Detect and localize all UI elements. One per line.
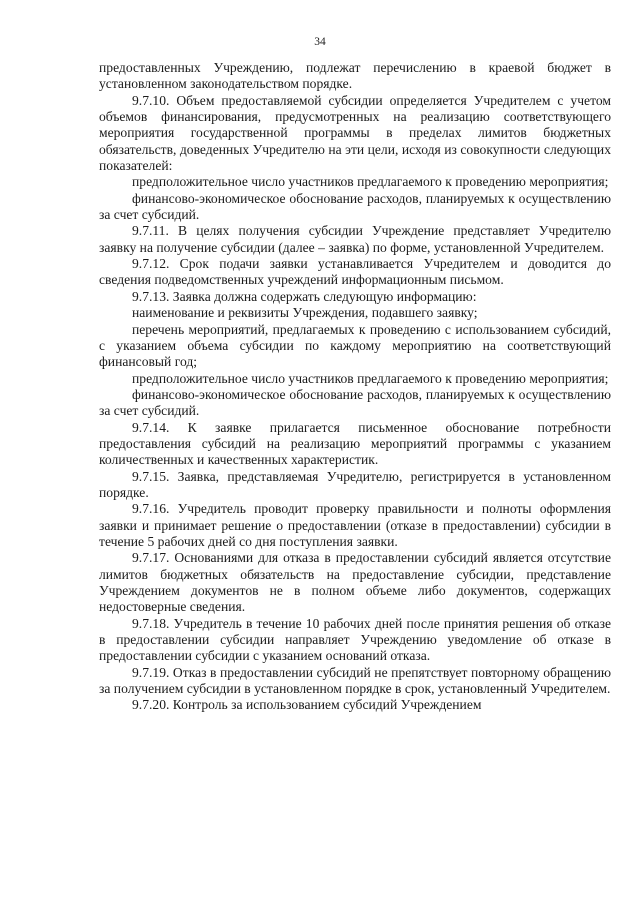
paragraph-9-7-13: 9.7.13. Заявка должна содержать следующую информацию:	[132, 288, 477, 304]
page-number: 34	[314, 36, 326, 48]
paragraph-9-7-15: 9.7.15. Заявка, представляемая Учредителю, регистрируется в установленном порядке.	[99, 468, 611, 500]
paragraph-9-7-10: 9.7.10. Объем предоставляемой субсидии определяется Учредителем с учетом объемов финансирования, предусмотренных на реализацию соответствующего мероприятия государственной программы в пределах лимитов бюджетных обязательств, доведенных Учредителю на эти цели, исходя из совокупности следующих показателей:	[99, 92, 611, 174]
list-item-financial-justification-2: финансово-экономическое обоснование расходов, планируемых к осуществлению за счет субсидий.	[99, 386, 611, 419]
body-text	[99, 60, 611, 714]
list-item-participants-2: предположительное число участников предлагаемого к проведению мероприятия;	[132, 370, 609, 386]
list-item-financial-justification: финансово-экономическое обоснование расходов, планируемых к осуществлению за счет субсидий.	[99, 190, 611, 223]
paragraph-9-7-20: 9.7.20. Контроль за использованием субсидий Учреждением	[132, 697, 482, 713]
paragraph-9-7-17: 9.7.17. Основаниями для отказа в предоставлении субсидий является отсутствие лимитов бюджетных обязательств на предоставление субсидии, представление Учреждением документов не в полном объеме либо документов, содержащих недостоверные сведения.	[99, 550, 611, 615]
paragraph-continuation: предоставленных Учреждению, подлежат перечислению в краевой бюджет в установленном законодательством порядке.	[99, 60, 611, 92]
paragraph-9-7-11: 9.7.11. В целях получения субсидии Учреждение представляет Учредителю заявку на получение субсидии (далее – заявка) по форме, установленной Учредителем.	[99, 223, 611, 255]
paragraph-9-7-19: 9.7.19. Отказ в предоставлении субсидий не препятствует повторному обращению за получением субсидии в установленном порядке в срок, установленный Учредителем.	[99, 664, 611, 697]
paragraph-9-7-12: 9.7.12. Срок подачи заявки устанавливается Учредителем и доводится до сведения подведомственных учреждений информационным письмом.	[99, 256, 611, 288]
paragraph-9-7-14: 9.7.14. К заявке прилагается письменное обоснование потребности предоставления субсидий на реализацию мероприятий программы с указанием количественных и качественных характеристик.	[99, 419, 611, 468]
list-item-participants: предположительное число участников предлагаемого к проведению мероприятия;	[132, 174, 609, 190]
list-item-events-list: перечень мероприятий, предлагаемых к проведению с использованием субсидий, с указанием объема субсидии по каждому мероприятию на соответствующий финансовый год;	[99, 321, 611, 370]
paragraph-9-7-18: 9.7.18. Учредитель в течение 10 рабочих дней после принятия решения об отказе в предоставлении субсидии направляет Учреждению уведомление об отказе в предоставлении субсидии с указанием оснований отказа.	[99, 615, 611, 664]
list-item-name-details: наименование и реквизиты Учреждения, подавшего заявку;	[132, 305, 478, 321]
paragraph-9-7-16: 9.7.16. Учредитель проводит проверку правильности и полноты оформления заявки и принимает решение о предоставлении (отказе в предоставлении) субсидии в течение 5 рабочих дней со дня поступления заявки.	[99, 501, 611, 549]
